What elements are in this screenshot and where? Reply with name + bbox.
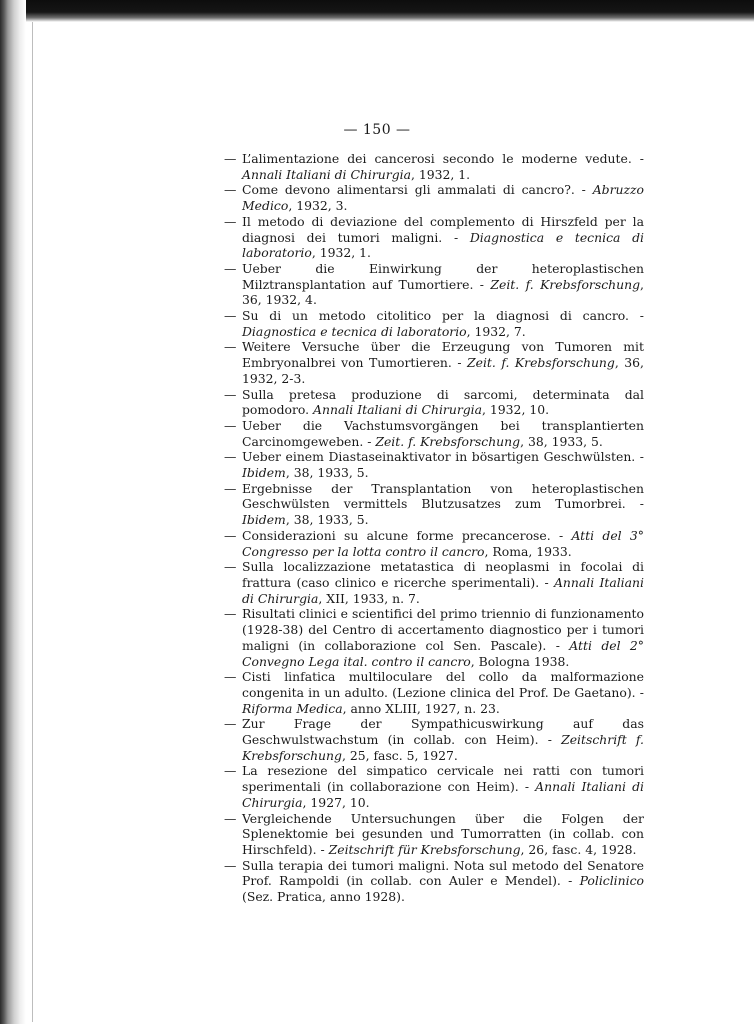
entry-journal: Zeit. f. Krebsforschung: [467, 355, 615, 371]
bibliography-list: [224, 151, 644, 905]
entry-dash: —: [224, 606, 237, 622]
entry-text-part: Sulla pretesa produzione di sarcomi, determinata dal pomodoro.: [242, 386, 644, 418]
scan-top-edge: [0, 0, 754, 22]
entry-journal: Zeitschrift für Krebsforschung: [328, 841, 521, 857]
entry-text: [242, 418, 644, 449]
entry-text-part: , 25, fasc. 5, 1927.: [341, 747, 458, 763]
entry-dash: —: [224, 810, 237, 826]
entry-journal: Riforma Medica: [242, 700, 343, 716]
entry-text: [242, 387, 644, 418]
bibliography-entry: [224, 669, 644, 716]
bibliography-entry: [224, 858, 644, 905]
entry-text-part: , 36, 1932, 4.: [242, 276, 644, 308]
bibliography-entry: [224, 528, 644, 559]
bibliography-entry: [224, 418, 644, 449]
bibliography-entry: [224, 481, 644, 528]
entry-text-part: , 38, 1933, 5.: [285, 465, 369, 481]
entry-text: [242, 763, 644, 809]
entry-journal: Zeit. f. Krebsforschung: [490, 276, 641, 292]
entry-text-part: Weitere Versuche über die Erzeugung von Tumoren mit Embryonalbrei von Tumortieren. -: [242, 339, 644, 371]
entry-text: [242, 716, 644, 762]
entry-journal: Zeitschrift f. Krebsforschung: [242, 732, 645, 763]
entry-text-part: Sulla terapia dei tumori maligni. Nota sul metodo del Senatore Prof. Rampoldi (in collab. con Auler e Mendel). -: [242, 857, 644, 889]
bibliography-entry: [224, 214, 644, 261]
entry-text: [242, 214, 644, 260]
entry-text: [242, 669, 644, 715]
entry-text-part: , Bologna 1938.: [470, 653, 570, 669]
entry-text-part: , 1932, 3.: [288, 198, 348, 214]
bibliography-entry: [224, 716, 644, 763]
entry-journal: Ibidem: [242, 512, 286, 528]
entry-text-part: Come devono alimentarsi gli ammalati di cancro?. -: [242, 182, 593, 198]
entry-text-part: , 26, fasc. 4, 1928.: [520, 841, 637, 857]
entry-journal: Annali Italiani di Chirurgia: [242, 574, 644, 606]
bibliography-entry: [224, 151, 644, 182]
entry-text-part: Ueber einem Diastaseinaktivator in bösartigen Geschwülsten. -: [242, 449, 644, 465]
entry-dash: —: [224, 669, 237, 685]
bibliography-entry: [224, 449, 644, 480]
entry-text: [242, 481, 644, 527]
entry-text-part: , 1932, 1.: [311, 245, 371, 261]
entry-text: [242, 606, 644, 668]
entry-dash: —: [224, 857, 237, 873]
entry-dash: —: [224, 480, 237, 496]
bibliography-entry: [224, 811, 644, 858]
entry-journal: Annali Italiani di Chirurgia: [313, 402, 483, 418]
page-number: — 150 —: [343, 122, 411, 138]
entry-dash: —: [224, 308, 237, 324]
entry-text-part: , anno XLIII, 1927, n. 23.: [342, 700, 500, 716]
entry-dash: —: [224, 213, 237, 229]
entry-text-part: L’alimentazione dei cancerosi secondo le moderne vedute. -: [242, 151, 644, 166]
entry-journal: Atti del 2° Convegno Lega ital. contro il cancro: [242, 637, 645, 669]
entry-dash: —: [224, 417, 237, 433]
entry-text: [242, 811, 644, 857]
entry-dash: —: [224, 386, 237, 402]
entry-text-part: Ergebnisse der Transplantation von heteroplastischen Geschwülsten vermittels Blutzusatzes zum Tumorbrei. -: [242, 480, 644, 512]
bibliography-entry: [224, 763, 644, 810]
bibliography-entry: [224, 261, 644, 308]
page-margin-line: [32, 22, 33, 1022]
bibliography-entry: [224, 387, 644, 418]
entry-text-part: Cisti linfatica multiloculare del collo da malformazione congenita in un adulto. (Lezione clinica del Prof. De Gaetano). -: [242, 669, 644, 700]
entry-text-part: La resezione del simpatico cervicale nei ratti con tumori sperimentali (in collaborazione con Heim). -: [242, 763, 644, 795]
entry-text-part: Considerazioni su alcune forme precancerose. -: [242, 527, 572, 543]
entry-text: [242, 151, 644, 182]
entry-text-part: , 36, 1932, 2-3.: [242, 355, 644, 386]
entry-text-part: Vergleichende Untersuchungen über die Folgen der Splenektomie bei gesunden und Tumorratten (in collab. con Hirschfeld). -: [242, 810, 644, 857]
scan-binding-edge: [0, 0, 26, 1024]
entry-text-part: , 1932, 1.: [410, 166, 471, 182]
entry-text-part: (Sez. Pratica, anno 1928).: [242, 889, 405, 905]
bibliography-entry: [224, 559, 644, 606]
entry-dash: —: [224, 449, 237, 465]
entry-text-part: Ueber die Einwirkung der heteroplastischen Milztransplantation auf Tumortiere. -: [242, 260, 644, 292]
bibliography-entry: [224, 606, 644, 669]
entry-text-part: Su di un metodo citolitico per la diagnosi di cancro. -: [242, 308, 644, 324]
entry-text: [242, 339, 644, 385]
entry-journal: Ibidem: [242, 465, 286, 481]
entry-journal: Abruzzo Medico: [242, 182, 644, 214]
entry-journal: Diagnostica e tecnica di laboratorio: [242, 323, 467, 339]
entry-text-part: Risultati clinici e scientifici del primo triennio di funzionamento (1928-38) del Centro di accertamento diagnostico per i tumori maligni (in collaborazione col Sen. Pascale). -: [242, 606, 644, 653]
entry-dash: —: [224, 182, 237, 198]
entry-text: [242, 182, 644, 213]
entry-text-part: , 1927, 10.: [302, 794, 370, 810]
bibliography-entry: [224, 308, 644, 339]
entry-text: [242, 449, 644, 480]
bibliography-entry: [224, 339, 644, 386]
entry-dash: —: [224, 260, 237, 276]
entry-dash: —: [224, 339, 237, 355]
entry-text-part: , XII, 1933, n. 7.: [318, 590, 420, 606]
entry-text: [242, 528, 644, 559]
entry-text-part: , 1932, 7.: [466, 323, 526, 339]
entry-text-part: Il metodo di deviazione del complemento di Hirszfeld per la diagnosi dei tumori maligni. -: [242, 213, 644, 245]
entry-dash: —: [224, 716, 237, 732]
entry-text-part: Sulla localizzazione metatastica di neoplasmi in focolai di frattura (caso clinico e ricerche sperimentali). -: [242, 559, 644, 590]
entry-text-part: , Roma, 1933.: [484, 543, 572, 559]
entry-journal: Annali Italiani di Chirurgia: [242, 779, 645, 810]
entry-journal: Zeit. f. Krebsforschung: [375, 433, 521, 449]
entry-dash: —: [224, 763, 237, 779]
entry-text: [242, 559, 644, 605]
entry-dash: —: [224, 559, 237, 575]
entry-text-part: , 38, 1933, 5.: [520, 433, 603, 449]
entry-text: [242, 308, 644, 339]
entry-dash: —: [224, 151, 237, 166]
entry-journal: Atti del 3° Congresso per la lotta contro il cancro: [242, 527, 644, 559]
entry-text-part: , 38, 1933, 5.: [285, 512, 369, 528]
entry-journal: Annali Italiani di Chirurgia: [242, 166, 411, 182]
bibliography-entry: [224, 182, 644, 213]
entry-text: [242, 261, 644, 307]
entry-dash: —: [224, 527, 237, 543]
entry-journal: Diagnostica e tecnica di laboratorio: [242, 229, 644, 261]
entry-journal: Policlinico: [579, 873, 644, 889]
entry-text-part: Ueber die Vachstumsvorgängen bei transplantierten Carcinomgeweben. -: [242, 417, 644, 449]
entry-text-part: , 1932, 10.: [482, 402, 550, 418]
entry-text: [242, 858, 644, 904]
entry-text-part: Zur Frage der Sympathicuswirkung auf das Geschwulstwachstum (in collab. con Heim). -: [242, 716, 644, 748]
